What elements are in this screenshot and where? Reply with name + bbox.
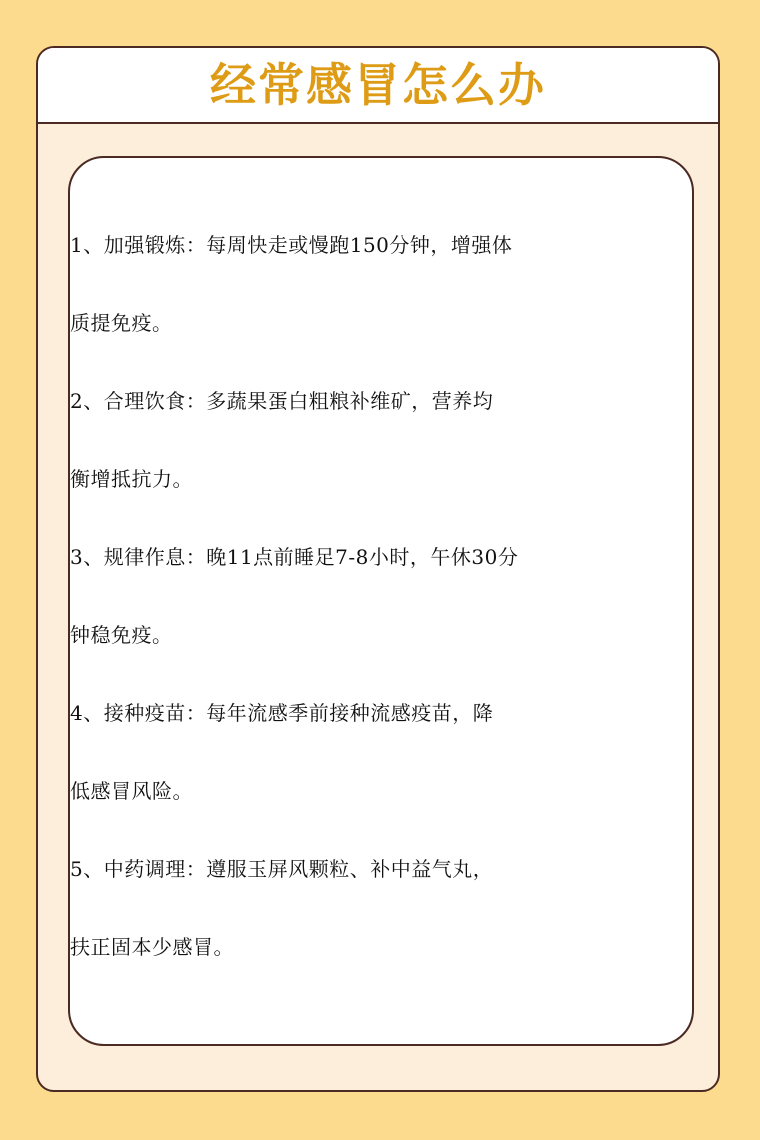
tip-text: 1、加强锻炼：每周快走或慢跑150分钟，增强体 [70,233,513,257]
tip-text: 4、接种疫苗：每年流感季前接种流感疫苗，降 [70,701,494,725]
tip-text: 5、中药调理：遵服玉屏风颗粒、补中益气丸， [70,857,494,881]
tip-text-continued: 质提免疫。 [70,311,173,335]
tip-item-diet [70,362,570,518]
tip-text-continued: 扶正固本少感冒。 [70,935,234,959]
tip-item-exercise [70,206,570,362]
tip-text: 2、合理饮食：多蔬果蛋白粗粮补维矿，营养均 [70,389,494,413]
tip-item-sleep [70,518,570,674]
tip-text: 3、规律作息：晚11点前睡足7-8小时，午休30分 [70,545,519,569]
page-title: 经常感冒怎么办 [210,58,546,112]
header-band [38,48,718,124]
tip-item-vaccine [70,674,570,830]
tip-text-continued: 钟稳免疫。 [70,623,173,647]
tip-text-continued: 衡增抵抗力。 [70,467,193,491]
tips-list [70,206,570,986]
tip-item-herbal [70,830,570,986]
tip-text-continued: 低感冒风险。 [70,779,193,803]
